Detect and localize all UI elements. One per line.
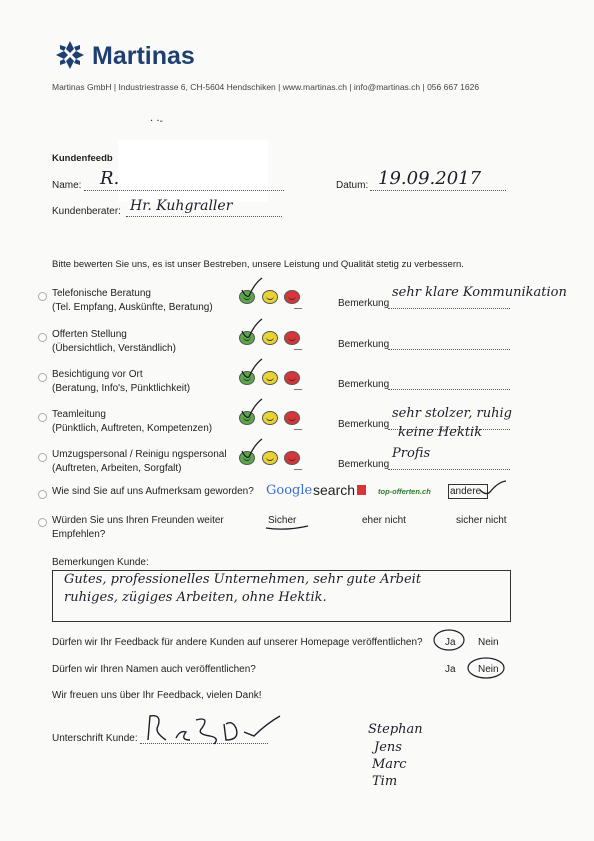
rating-remark-label: Bemerkung — [338, 459, 390, 470]
rating-yellow-smiley[interactable] — [262, 290, 278, 304]
rating-red-smiley[interactable] — [284, 331, 300, 345]
team-name-3: Marc — [372, 757, 407, 772]
signature-label: Unterschrift Kunde: — [52, 733, 138, 744]
nein-circle-mark — [466, 655, 506, 681]
redacted-scribble: · ·- — [150, 116, 163, 127]
consent-q2-ja[interactable]: Ja — [445, 664, 456, 675]
name-line — [84, 190, 284, 191]
option-sicher-nicht[interactable]: sicher nicht — [456, 515, 507, 526]
consent-q2: Dürfen wir Ihren Namen auch veröffentlichen? — [52, 664, 256, 675]
rating-remark-value[interactable]: sehr klare Kommunikation — [392, 285, 567, 300]
rating-remark-line — [388, 389, 510, 390]
consent-q2-nein[interactable]: Nein — [478, 664, 499, 675]
comments-line2: ruhiges, zügiges Arbeiten, ohne Hektik. — [64, 590, 327, 605]
rating-subtitle: (Pünktlich, Auftreten, Kompetenzen) — [52, 423, 213, 434]
rating-check-icon — [240, 437, 264, 463]
form-title: Kundenfeedb — [52, 153, 113, 164]
sicher-underline-mark — [264, 524, 310, 532]
google-logo[interactable]: Google — [266, 483, 313, 498]
company-address: Martinas GmbH | Industriestrasse 6, CH-5604 Hendschiken | www.martinas.ch | info@martinas.ch | 056 667 1626 — [52, 82, 480, 92]
berater-label: Kundenberater: — [52, 206, 121, 217]
rating-subtitle: (Übersichtlich, Verständlich) — [52, 343, 176, 354]
rating-title: Teamleitung — [52, 409, 106, 420]
customer-signature — [140, 710, 300, 750]
rating-yellow-smiley[interactable] — [262, 331, 278, 345]
rating-check-icon — [240, 276, 264, 302]
rating-dash — [294, 389, 302, 390]
datum-value[interactable]: 19.09.2017 — [378, 168, 482, 189]
thanks-text: Wir freuen uns über Ihr Feedback, vielen Dank! — [52, 690, 262, 701]
rating-red-smiley[interactable] — [284, 411, 300, 425]
recommend-question-line2: Empfehlen? — [52, 529, 106, 540]
rating-yellow-smiley[interactable] — [262, 371, 278, 385]
recommend-radio[interactable] — [38, 518, 47, 527]
brand-name: Martinas — [92, 42, 195, 70]
martinas-logo-icon — [55, 40, 85, 70]
consent-q1: Dürfen wir Ihr Feedback für andere Kunden auf unserer Homepage veröffentlichen? — [52, 637, 423, 648]
consent-q1-nein[interactable]: Nein — [478, 637, 499, 648]
redaction-block — [118, 140, 268, 202]
rating-title: Besichtigung vor Ort — [52, 369, 143, 380]
source-question: Wie sind Sie auf uns Aufmerksam geworden? — [52, 486, 254, 497]
rating-title: Offerten Stellung — [52, 329, 127, 340]
rating-red-smiley[interactable] — [284, 371, 300, 385]
rating-subtitle: (Beratung, Info's, Pünktlichkeit) — [52, 383, 191, 394]
rating-remark-line — [388, 308, 510, 309]
rating-title: Telefonische Beratung — [52, 288, 151, 299]
rating-subtitle: (Tel. Empfang, Auskünfte, Beratung) — [52, 302, 213, 313]
rating-dash — [294, 429, 302, 430]
option-eher-nicht[interactable]: eher nicht — [362, 515, 406, 526]
ja-circle-mark — [432, 627, 466, 653]
rating-dash — [294, 349, 302, 350]
team-name-1: Stephan — [368, 722, 423, 737]
berater-line — [126, 216, 282, 217]
rating-radio[interactable] — [38, 292, 47, 301]
recommend-question-line1: Würden Sie uns Ihren Freunden weiter — [52, 515, 224, 526]
rating-check-icon — [240, 397, 264, 423]
rating-remark-line — [388, 349, 510, 350]
team-name-4: Tim — [372, 774, 398, 789]
rating-remark-label: Bemerkung — [338, 298, 390, 309]
rating-dash — [294, 308, 302, 309]
rating-remark-label: Bemerkung — [338, 379, 390, 390]
rating-title: Umzugspersonal / Reinigu ngspersonal — [52, 449, 227, 460]
rating-yellow-smiley[interactable] — [262, 451, 278, 465]
rating-remark-line — [388, 469, 510, 470]
search-logo-badge — [357, 485, 366, 495]
andere-check-icon — [478, 478, 508, 498]
rating-remark-label: Bemerkung — [338, 419, 390, 430]
rating-red-smiley[interactable] — [284, 290, 300, 304]
rating-remark-value[interactable]: Profis — [392, 446, 431, 461]
source-radio[interactable] — [38, 490, 47, 499]
top-offerten-logo[interactable]: top-offerten.ch — [378, 487, 431, 496]
rating-yellow-smiley[interactable] — [262, 411, 278, 425]
rating-remark-value[interactable]: sehr stolzer, ruhig — [392, 406, 512, 421]
rating-check-icon — [240, 357, 264, 383]
rating-subtitle: (Auftreten, Arbeiten, Sorgfalt) — [52, 463, 182, 474]
rating-red-smiley[interactable] — [284, 451, 300, 465]
datum-label: Datum: — [336, 180, 369, 191]
rating-remark-label: Bemerkung — [338, 339, 390, 350]
comments-label: Bemerkungen Kunde: — [52, 557, 149, 568]
option-sicher[interactable]: Sicher — [268, 515, 297, 526]
berater-value[interactable]: Hr. Kuhgraller — [130, 198, 233, 214]
name-label: Name: — [52, 180, 82, 191]
intro-text: Bitte bewerten Sie uns, es ist unser Bestreben, unsere Leistung und Qualität stetig zu verbessern. — [52, 259, 464, 270]
andere-option[interactable]: andere — [450, 486, 482, 497]
datum-line — [370, 190, 506, 191]
name-value[interactable]: R. — [100, 168, 120, 189]
rating-remark-value-2: keine Hektik — [398, 425, 483, 440]
rating-dash — [294, 469, 302, 470]
rating-radio[interactable] — [38, 453, 47, 462]
comments-line1: Gutes, professionelles Unternehmen, sehr gute Arbeit — [64, 572, 422, 587]
rating-radio[interactable] — [38, 373, 47, 382]
rating-check-icon — [240, 317, 264, 343]
rating-radio[interactable] — [38, 333, 47, 342]
rating-radio[interactable] — [38, 413, 47, 422]
search-logo[interactable]: search — [313, 482, 356, 498]
team-name-2: Jens — [374, 740, 402, 755]
consent-q1-ja[interactable]: Ja — [445, 637, 456, 648]
